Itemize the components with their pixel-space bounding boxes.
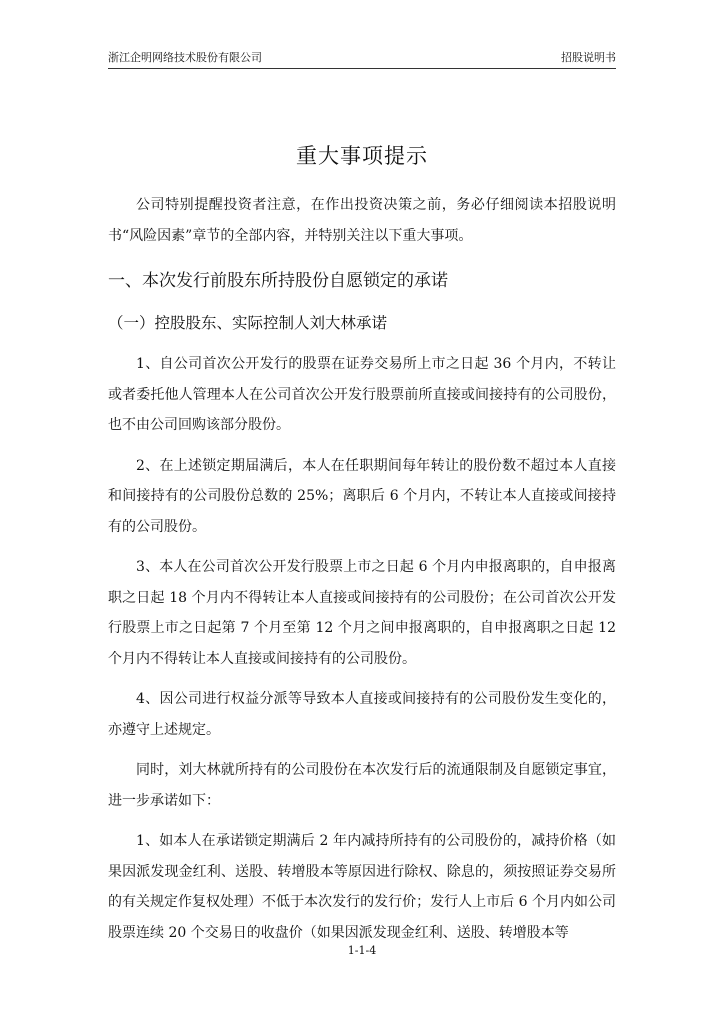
header-company-name: 浙江企明网络技术股份有限公司 [108,51,262,64]
commitment-paragraph-2: 2、在上述锁定期届满后，本人在任职期间每年转让的股份数不超过本人直接和间接持有的公司股份总数的 25%；离职后 6 个月内，不转让本人直接或间接持有的公司股份。 [108,457,616,535]
further-commitment-paragraph-1: 1、如本人在承诺锁定期满后 2 年内减持所持有的公司股份的，减持价格（如果因派发现金红利、送股、转增股本等原因进行除权、除息的，须按照证券交易所的有关规定作复权处理）不低于本次发行的发行价；发行人上市后 6 个月内如公司股票连续 20 个交易日的收盘价（如果因派发现金红利、送股、转增股本等 [108,833,616,941]
commitment-paragraph-1: 1、自公司首次公开发行的股票在证券交易所上市之日起 36 个月内，不转让或者委托他人管理本人在公司首次公开发行股票前所直接或间接持有的公司股份，也不由公司回购该部分股份。 [108,356,616,433]
document-body [108,190,616,958]
header-document-type: 招股说明书 [561,51,616,64]
further-commitment-intro: 同时，刘大林就所持有的公司股份在本次发行后的流通限制及自愿锁定事宜，进一步承诺如下： [108,762,616,809]
commitment-paragraph-3: 3、本人在公司首次公开发行股票上市之日起 6 个月内申报离职的，自申报离职之日起 18 个月内不得转让本人直接或间接持有的公司股份；在公司首次公开发行股票上市之日起第 7 个月至第 12 个月之间申报离职的，自申报离职之日起 12 个月内不得转让本人直接或间接持有的公司股份。 [108,559,616,667]
intro-paragraph: 公司特别提醒投资者注意，在作出投资决策之前，务必仔细阅读本招股说明书“风险因素”章节的全部内容，并特别关注以下重大事项。 [108,197,616,244]
running-header [108,50,616,69]
page-title: 重大事项提示 [296,144,428,168]
commitment-paragraph-4: 4、因公司进行权益分派等导致本人直接或间接持有的公司股份发生变化的，亦遵守上述规定。 [108,691,616,738]
section-heading-1: 一、本次发行前股东所持股份自愿锁定的承诺 [108,271,448,291]
page-number: 1-1-4 [347,944,377,957]
subsection-heading-1: （一）控股股东、实际控制人刘大林承诺 [108,314,388,332]
